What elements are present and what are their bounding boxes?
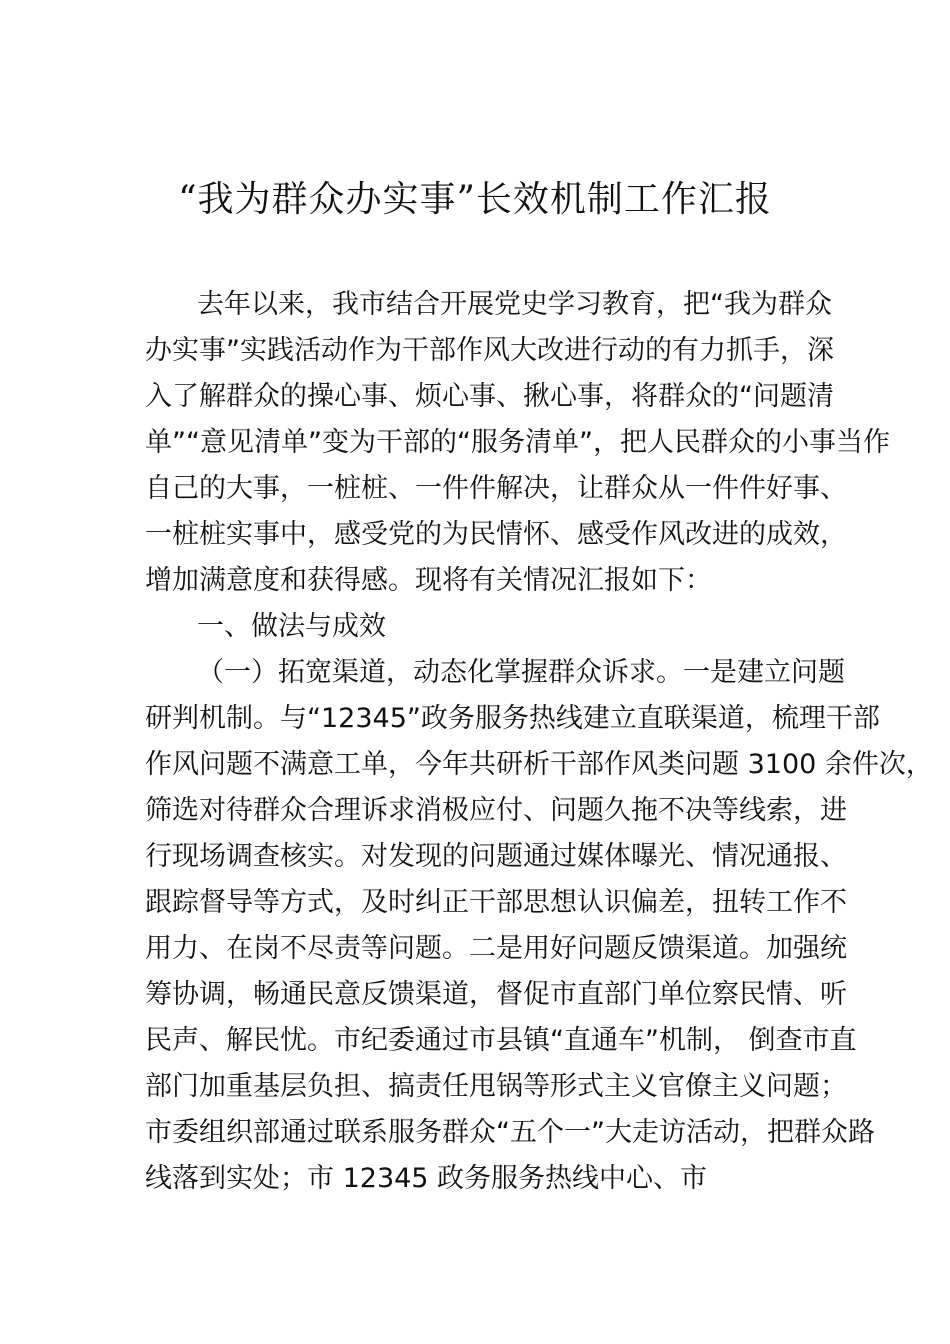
document-body bbox=[145, 282, 933, 1202]
paragraph-line: 办实事”实践活动作为干部作风大改进行动的有力抓手，深 bbox=[145, 335, 834, 366]
document-title: “我为群众办实事”长效机制工作汇报 bbox=[178, 179, 772, 220]
paragraph-line: 作风问题不满意工单，今年共研析干部作风类问题 3100 余件次， bbox=[145, 749, 933, 780]
paragraph-line: 一桩桩实事中，感受党的为民情怀、感受作风改进的成效， bbox=[145, 519, 847, 550]
paragraph-line: 增加满意度和获得感。现将有关情况汇报如下： bbox=[145, 565, 712, 596]
paragraph-line: 去年以来，我市结合开展党史学习教育，把“我为群众 bbox=[197, 289, 832, 320]
paragraph-line: 入了解群众的操心事、烦心事、揪心事，将群众的“问题清 bbox=[145, 381, 834, 412]
paragraph-line: 民声、解民忧。市纪委通过市县镇“直通车”机制， 倒查市直 bbox=[145, 1025, 857, 1056]
paragraph-line: 线落到实处；市 12345 政务服务热线中心、市 bbox=[145, 1163, 708, 1194]
paragraph-line: 部门加重基层负担、搞责任甩锅等形式主义官僚主义问题； bbox=[145, 1071, 847, 1102]
paragraph-line: 市委组织部通过联系服务群众“五个一”大走访活动，把群众路 bbox=[145, 1117, 875, 1148]
paragraph-line: 筹协调，畅通民意反馈渠道，督促市直部门单位察民情、听 bbox=[145, 979, 847, 1010]
paragraph-line: 用力、在岗不尽责等问题。二是用好问题反馈渠道。加强统 bbox=[145, 933, 847, 964]
paragraph-line: 行现场调查核实。对发现的问题通过媒体曝光、情况通报、 bbox=[145, 841, 847, 872]
paragraph-line: （一）拓宽渠道，动态化掌握群众诉求。一是建立问题 bbox=[197, 657, 845, 688]
paragraph-line: 跟踪督导等方式，及时纠正干部思想认识偏差，扭转工作不 bbox=[145, 887, 847, 918]
section-heading: 一、做法与成效 bbox=[197, 611, 386, 642]
paragraph-line: 研判机制。与“12345”政务服务热线建立直联渠道，梳理干部 bbox=[145, 703, 880, 734]
paragraph-line: 单”“意见清单”变为干部的“服务清单”，把人民群众的小事当作 bbox=[145, 427, 890, 458]
paragraph-line: 筛选对待群众合理诉求消极应付、问题久拖不决等线索，进 bbox=[145, 795, 847, 826]
paragraph-line: 自己的大事，一桩桩、一件件解决，让群众从一件件好事、 bbox=[145, 473, 847, 504]
